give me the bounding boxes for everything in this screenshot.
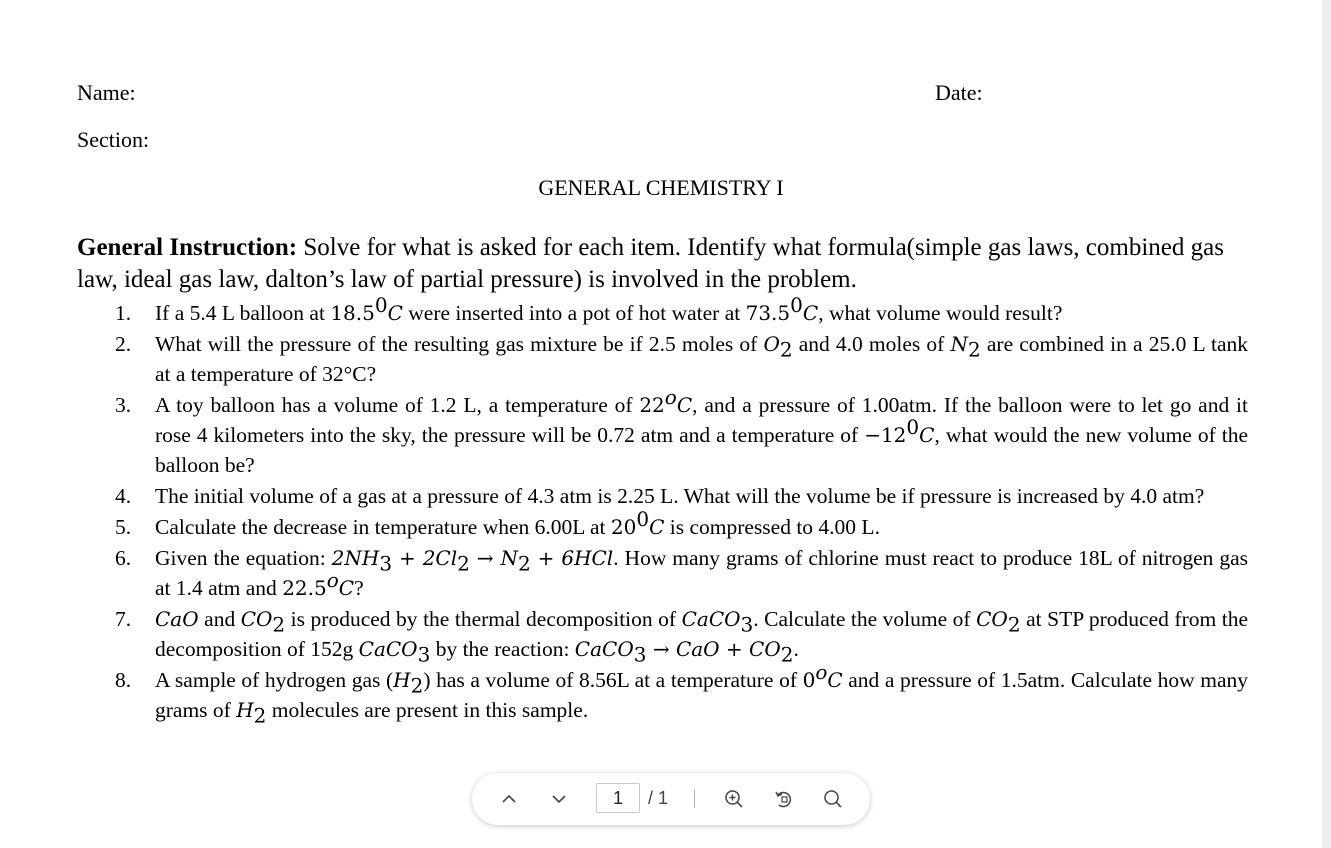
- question-item: [77, 329, 1248, 389]
- section-label: Section:: [77, 127, 150, 152]
- page-total: / 1: [648, 788, 669, 808]
- math-sub: 2: [780, 642, 794, 667]
- toolbar-divider: [694, 790, 695, 808]
- question-number: 4.: [115, 484, 132, 508]
- question-text: , what volume would result?: [818, 301, 1063, 325]
- math-sup: 0: [906, 414, 920, 439]
- question-number: 8.: [115, 668, 132, 692]
- question-number: 7.: [115, 607, 132, 631]
- math-sub: 2: [967, 337, 981, 362]
- rotate-icon[interactable]: [770, 785, 798, 813]
- math: C: [649, 515, 665, 539]
- math: 22.5: [282, 576, 327, 600]
- question-text: ) has a volume of 8.56L at a temperature of: [423, 668, 803, 692]
- question-number: 3.: [115, 393, 132, 417]
- math-sub: 3: [633, 642, 647, 667]
- instruction-text: Solve for what is asked for each item. Identify what formula(simple gas laws, combined gas law, ideal gas law, dalton’s law of partial pressure) is involved in the problem.: [77, 234, 1224, 293]
- math: → N: [469, 546, 518, 570]
- question-text: . Calculate the volume of: [753, 607, 977, 631]
- math: CaO: [155, 607, 199, 631]
- math: C: [827, 668, 843, 692]
- question-text: Calculate the decrease in temperature when 6.00L at: [155, 515, 611, 539]
- math-sub: 3: [417, 642, 431, 667]
- question-item: [77, 543, 1248, 603]
- question-text: molecules are present in this sample.: [266, 698, 589, 722]
- math: CaCO: [358, 637, 418, 661]
- math: 73.5: [745, 301, 791, 325]
- pdf-toolbar: [472, 773, 870, 825]
- question-text: .: [793, 637, 799, 661]
- math: N: [950, 332, 968, 356]
- math: 2NH: [331, 546, 380, 570]
- math: C: [387, 301, 403, 325]
- question-text: A sample of hydrogen gas (: [155, 668, 394, 692]
- math: −12: [864, 423, 907, 447]
- question-number: 2.: [115, 332, 132, 356]
- math-sub: 2: [410, 673, 424, 698]
- math: O: [763, 332, 780, 356]
- math-sub: 2: [1007, 612, 1021, 637]
- math: CO: [976, 607, 1008, 631]
- math-sub: 3: [740, 612, 754, 637]
- document-title: GENERAL CHEMISTRY I: [538, 175, 784, 200]
- math: 18.5: [330, 301, 375, 325]
- math: C: [919, 423, 935, 447]
- math: C: [676, 393, 693, 417]
- question-text: by the reaction:: [430, 637, 575, 661]
- math-sup: o: [326, 567, 339, 592]
- question-text: The initial volume of a gas at a pressure of 4.3 atm is 2.25 L. What will the volume be if pressure is increased by 4.0 atm?: [155, 484, 1205, 508]
- question-text: What will the pressure of the resulting gas mixture be if 2.5 moles of: [155, 332, 764, 356]
- question-item: [77, 659, 1248, 728]
- zoom-in-icon[interactable]: [720, 785, 748, 813]
- math-sub: 2: [253, 703, 267, 728]
- math: + 6HCl: [530, 546, 614, 570]
- instruction-lead: General Instruction:: [77, 234, 298, 261]
- math: C: [802, 301, 819, 325]
- question-list: [77, 292, 1248, 728]
- math-sub: 3: [379, 551, 393, 576]
- question-number: 5.: [115, 515, 132, 539]
- question-text: and: [198, 607, 241, 631]
- question-item: [77, 481, 1248, 511]
- math-sub: 2: [779, 337, 793, 362]
- question-text: and a pressure of 1.5atm. Calculate how many grams of: [155, 668, 1248, 722]
- question-number: 6.: [115, 546, 132, 570]
- question-text: were inserted into a pot of hot water at: [402, 301, 746, 325]
- page-number-input[interactable]: [596, 783, 640, 813]
- question-text: is produced by the thermal decomposition of: [285, 607, 682, 631]
- math: + 2Cl: [392, 546, 458, 570]
- question-text: Given the equation:: [155, 546, 332, 570]
- math: H: [393, 668, 411, 692]
- question-text: A toy balloon has a volume of 1.2 L, a temperature of: [155, 393, 640, 417]
- chevron-up-icon[interactable]: [495, 785, 523, 813]
- question-text: , and a pressure of 1.00atm. If the balloon were to let go and it rose 4 kilometers into the sky, the pressure will be 0.72 atm and a temperature of: [155, 393, 1248, 447]
- math: 22: [639, 393, 665, 417]
- math-sub: 2: [517, 551, 531, 576]
- math-sup: o: [664, 384, 677, 409]
- question-item: [77, 384, 1248, 480]
- question-text: and 4.0 moles of: [792, 332, 951, 356]
- math: → CaO + CO: [646, 637, 781, 661]
- question-text: ?: [354, 576, 364, 600]
- math: 20: [610, 515, 637, 539]
- question-item: [77, 292, 1248, 328]
- question-text: are combined in a 25.0 L tank at a temperature of 32°C?: [155, 332, 1248, 386]
- math-sup: o: [815, 659, 828, 684]
- math: CaCO: [574, 637, 634, 661]
- scrollbar[interactable]: [1322, 0, 1331, 848]
- general-instruction: [77, 232, 1252, 296]
- search-icon[interactable]: [819, 785, 847, 813]
- question-text: is compressed to 4.00 L.: [664, 515, 880, 539]
- math: C: [338, 576, 355, 600]
- question-text: If a 5.4 L balloon at: [155, 301, 331, 325]
- question-item: [77, 604, 1248, 667]
- math-sub: 2: [272, 612, 286, 637]
- question-text: . How many grams of chlorine must react to produce 18L of nitrogen gas at 1.4 atm and: [155, 546, 1248, 600]
- math-sup: 0: [790, 292, 803, 317]
- math-sub: 2: [457, 551, 470, 576]
- question-text: , what would the new volume of the balloon be?: [155, 423, 1248, 477]
- chevron-down-icon[interactable]: [545, 785, 573, 813]
- question-text: at STP produced from the decomposition of 152g: [155, 607, 1248, 661]
- question-item: [77, 506, 1248, 542]
- name-label: Name:: [77, 80, 136, 105]
- math: 0: [802, 668, 816, 692]
- math: CaCO: [681, 607, 741, 631]
- math: CO: [240, 607, 273, 631]
- math-sup: 0: [374, 292, 388, 317]
- question-number: 1.: [115, 301, 132, 325]
- math-sup: 0: [636, 506, 650, 531]
- date-label: Date:: [935, 80, 983, 105]
- math: H: [236, 698, 254, 722]
